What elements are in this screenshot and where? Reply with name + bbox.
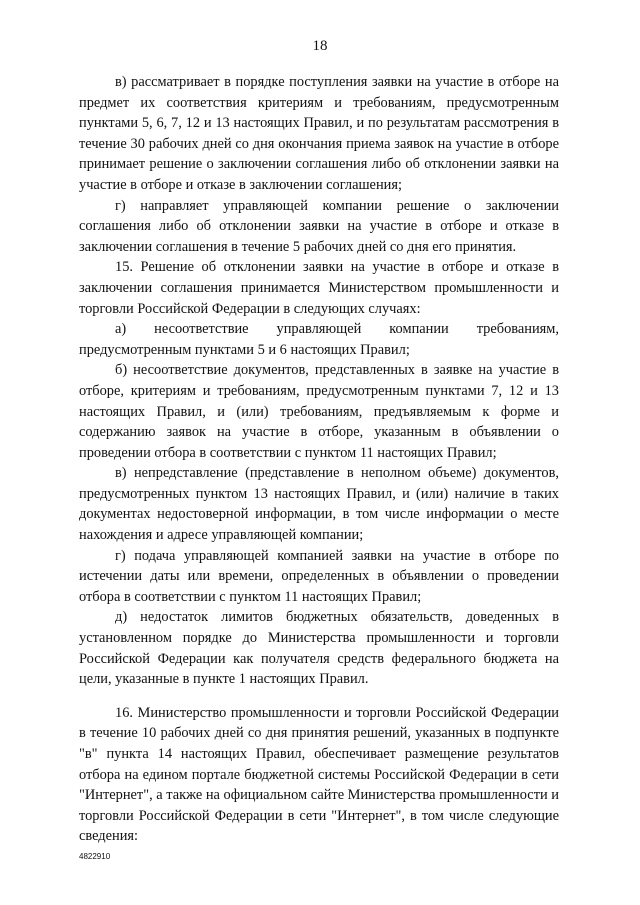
document-body [79,72,559,847]
page-number: 18 [312,38,328,54]
paragraph-15-d: д) недостаток лимитов бюджетных обязательств, доведенных в установленном порядке до Министерства промышленности и торговли Российской Федерации как получателя средств федерального бюджета на цели, указанные в пункте 1 настоящих Правил. [79,609,559,688]
paragraph-15-g: г) подача управляющей компанией заявки на участие в отборе по истечении даты или времени, определенных в объявлении о проведении отбора в соответствии с пунктом 11 настоящих Правил; [79,547,559,605]
paragraph-16: 16. Министерство промышленности и торговли Российской Федерации в течение 10 рабочих дней со дня принятия решений, указанных в подпункте "в" пункта 14 настоящих Правил, обеспечивает размещение результатов отбора на едином портале бюджетной системы Российской Федерации в сети "Интернет", а также на официальном сайте Министерства промышленности и торговли Российской Федерации в сети "Интернет", в том числе следующие сведения: [79,704,559,845]
paragraph-14-v: в) рассматривает в порядке поступления заявки на участие в отборе на предмет их соответствия критериям и требованиям, предусмотренным пунктами 5, 6, 7, 12 и 13 настоящих Правил, и по результатам рассмотрения в течение 30 рабочих дней со дня окончания приема заявок на участие в отборе принимает решение о заключении соглашения либо об отклонении заявки на участие в отборе и отказе в заключении соглашения; [79,74,559,193]
document-code: 4822910 [79,852,111,861]
paragraph-15-a: а) несоответствие управляющей компании требованиям, предусмотренным пунктами 5 и 6 настоящих Правил; [79,321,559,358]
paragraph-15-v: в) непредставление (представление в неполном объеме) документов, предусмотренных пунктом 13 настоящих Правил, и (или) наличие в таких документах недостоверной информации, в том числе информации о месте нахождения и адресе управляющей компании; [79,465,559,544]
paragraph-15: 15. Решение об отклонении заявки на участие в отборе и отказе в заключении соглашения принимается Министерством промышленности и торговли Российской Федерации в следующих случаях: [79,259,559,317]
paragraph-14-g: г) направляет управляющей компании решение о заключении соглашения либо об отклонении заявки на участие в отборе и отказе в заключении соглашения в течение 5 рабочих дней со дня его принятия. [79,197,559,255]
paragraph-15-b: б) несоответствие документов, представленных в заявке на участие в отборе, критериям и требованиям, предусмотренным пунктами 7, 12 и 13 настоящих Правил, и (или) требованиям, предъявляемым к форме и содержанию заявок на участие в отборе, указанным в объявлении о проведении отбора в соответствии с пунктом 11 настоящих Правил; [79,362,559,461]
